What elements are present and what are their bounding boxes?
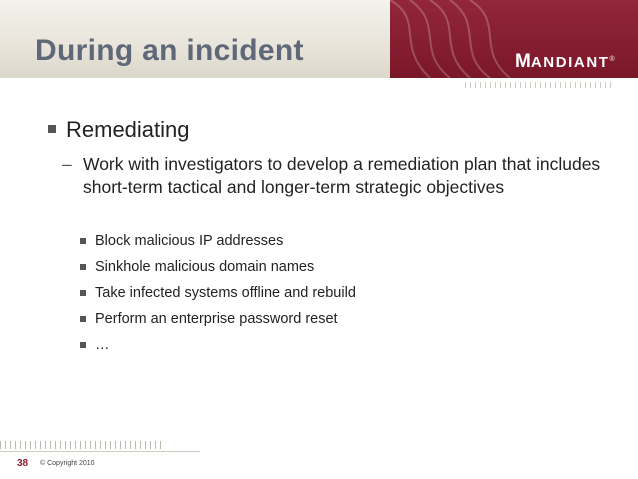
action-item-text: Sinkhole malicious domain names [95, 259, 315, 275]
footer-tick-divider [0, 441, 165, 449]
header-tick-divider [465, 82, 615, 88]
square-bullet-icon [80, 342, 86, 348]
heading-remediating: Remediating [66, 117, 190, 142]
action-item-text: Perform an enterprise password reset [95, 311, 338, 327]
slide-header [0, 0, 638, 78]
square-bullet-icon [80, 290, 86, 296]
square-bullet-icon [48, 125, 56, 133]
footer-rule [0, 451, 200, 452]
page-number: 38 [17, 458, 29, 469]
square-bullet-icon [80, 264, 86, 270]
mandiant-logo [515, 51, 616, 73]
sub-point-text: Work with investigators to develop a remediation plan that includes short-term tactical and longer-term strategic objectives [83, 154, 601, 197]
copyright-notice: © Copyright 2010 [40, 460, 95, 467]
action-item-text: Take infected systems offline and rebuild [95, 285, 356, 301]
logo-mark: M [515, 51, 531, 72]
dash-bullet-icon: – [62, 154, 72, 174]
action-item-text: … [95, 337, 110, 353]
action-item-text: Block malicious IP addresses [95, 233, 284, 249]
square-bullet-icon [80, 316, 86, 322]
slide-title: During an incident [35, 34, 304, 67]
logo-text: ANDIANT [530, 54, 610, 71]
logo-trademark: ® [609, 56, 617, 63]
decorative-swirl-icon [385, 0, 515, 78]
square-bullet-icon [80, 238, 86, 244]
